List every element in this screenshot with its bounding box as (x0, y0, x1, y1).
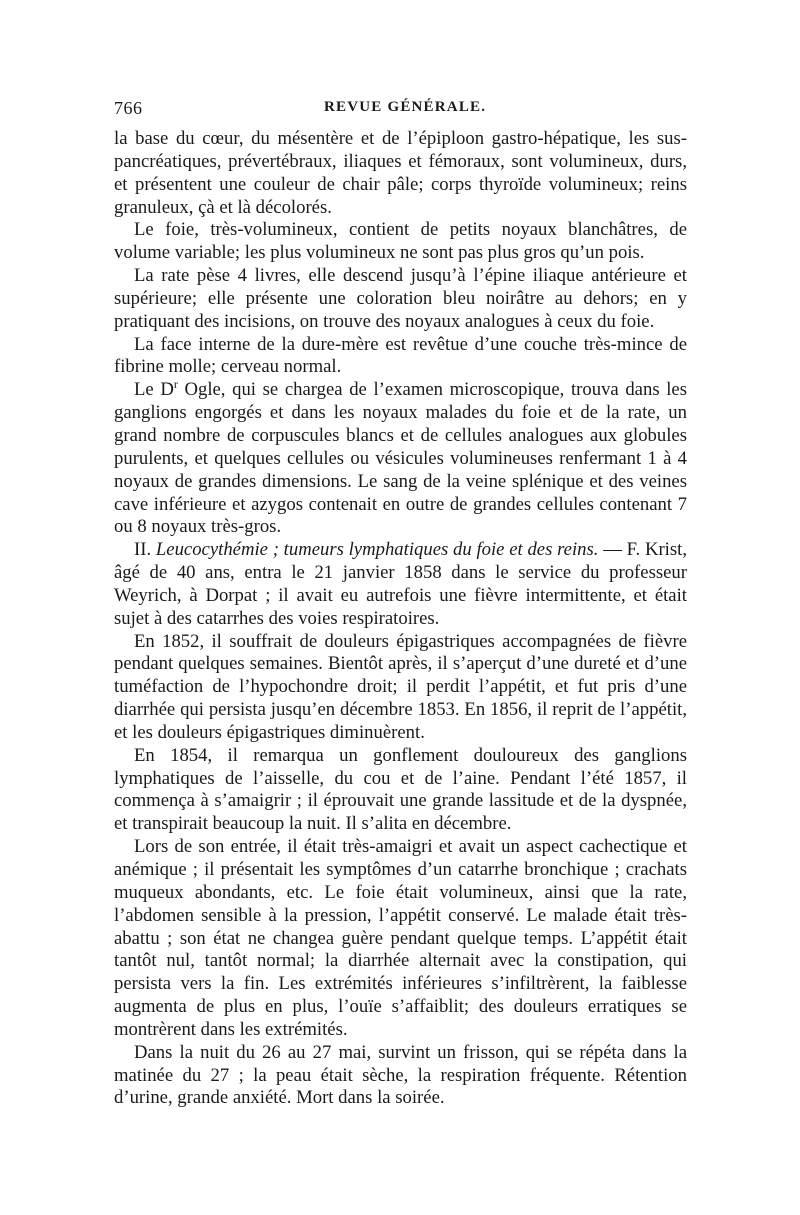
paragraph-lymph-nodes: la base du cœur, du mésentère et de l’épiploon gastro-hépatique, les sus-pancréatiques, prévertébraux, iliaques et fémoraux, sont volumineux, durs, et présentent une couleur de chair pâle; corps thyroïde volumineux; reins granuleux, çà et là décolorés. (114, 128, 687, 218)
paragraph-history-1852: En 1852, il souffrait de douleurs épigastriques accompagnées de fièvre pendant quelques semaines. Bientôt après, il s’aperçut d’une dureté et d’une tuméfaction de l’hypochondre droit; il perdit l’appétit, et fut pris d’une diarrhée qui persista jusqu’en décembre 1853. En 1856, il reprit de l’appétit, et les douleurs épigastriques diminuèrent. (114, 630, 687, 743)
case-number: II. (134, 539, 156, 561)
paragraph-liver: Le foie, très-volumineux, contient de petits noyaux blanchâtres, de volume variable; les plus volumineux ne sont pas plus gros qu’un pois. (114, 219, 687, 264)
paragraph-case-two-intro (114, 539, 687, 630)
microscopic-exam-text: Ogle, qui se chargea de l’examen microscopique, trouva dans les ganglions engorgés et dans les noyaux malades du foie et de la rate, un grand nombre de corpuscules blancs et de cellules analogues aux globules purulents, et quelques cellules ou vésicules volumineuses renfermant 1 à 4 noyaux de grandes dimensions. Le sang de la veine splénique et des veines cave inférieure et azygos contenait en outre de grandes cellules contenant 7 ou 8 noyaux très-gros. (114, 379, 687, 538)
doctor-abbrev-superscript: r (173, 377, 178, 392)
case-intro-text: — F. Krist, âgé de 40 ans, entra le 21 janvier 1858 dans le service du professeur Weyrich, à Dorpat ; il avait eu autrefois une fièvre intermittente, et était sujet à des catarrhes des voies respiratoires. (114, 539, 687, 629)
paragraph-dura-mater: La face interne de la dure-mère est revêtue d’une couche très-mince de fibrine molle; cerveau normal. (114, 333, 687, 378)
paragraph-admission: Lors de son entrée, il était très-amaigri et avait un aspect cachectique et anémique ; il présentait les symptômes d’un catarrhe bronchique ; crachats muqueux abondants, etc. Le foie était volumineux, ainsi que la rate, l’abdomen sensible à la pression, l’appétit conservé. Le malade était très-abattu ; son état ne changea guère pendant quelque temps. L’appétit était tantôt nul, tantôt normal; la diarrhée alternait avec la constipation, qui persista vers la fin. Les extrémités inférieures s’infiltrèrent, la faiblesse augmenta de plus en plus, l’ouïe s’affaiblit; des douleurs erratiques se montrèrent dans les extrémités. (114, 836, 687, 1040)
running-head (114, 98, 687, 122)
case-heading: Leucocythémie ; tumeurs lymphatiques du foie et des reins. (155, 539, 599, 561)
paragraph-spleen: La rate pèse 4 livres, elle descend jusqu’à l’épine iliaque antérieure et supérieure; elle présente une coloration bleu noirâtre au dehors; en y pratiquant des incisions, on trouve des noyaux analogues à ceux du foie. (114, 265, 687, 332)
paragraph-history-1854: En 1854, il remarqua un gonflement douloureux des ganglions lymphatiques de l’aisselle, du cou et de l’aine. Pendant l’été 1857, il commença à s’amaigrir ; il éprouvait une grande lassitude et de la dyspnée, et transpirait beaucoup la nuit. Il s’alita en décembre. (114, 744, 687, 835)
body-text (114, 128, 687, 1110)
running-title: REVUE GÉNÉRALE. (324, 99, 487, 115)
paragraph-microscopic-exam (114, 379, 687, 539)
doctor-abbrev: Le D (134, 379, 174, 401)
page-number: 766 (114, 98, 143, 118)
paragraph-death: Dans la nuit du 26 au 27 mai, survint un frisson, qui se répéta dans la matinée du 27 ; la peau était sèche, la respiration fréquente. Rétention d’urine, grande anxiété. Mort dans la soirée. (114, 1041, 687, 1109)
